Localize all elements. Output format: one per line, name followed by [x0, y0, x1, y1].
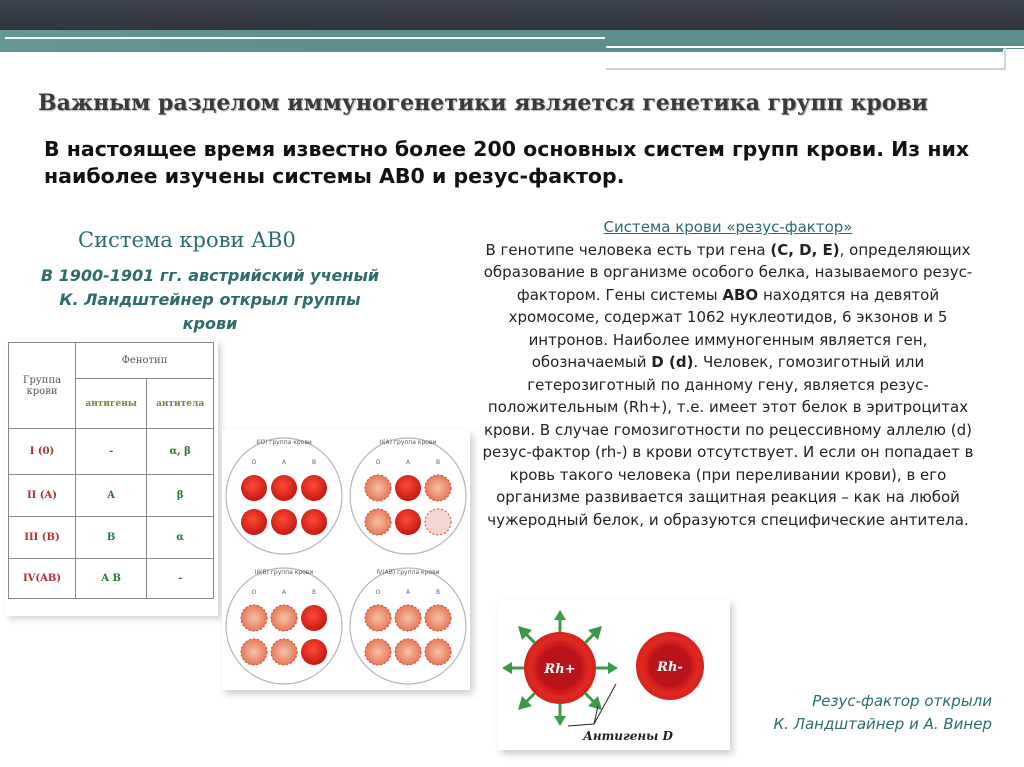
- blood-group-table: [8, 342, 214, 599]
- row-antibodies: α, β: [147, 429, 214, 475]
- abo-discovery-line3: крови: [182, 314, 238, 333]
- table-row: [9, 475, 214, 517]
- rh-section: [478, 216, 978, 531]
- plate-4-col-a: A: [405, 589, 411, 596]
- agglutinated-drop: [365, 475, 391, 501]
- row-antigens: A B: [76, 559, 147, 599]
- row-antigens: B: [76, 517, 147, 559]
- blood-drop: [271, 509, 297, 535]
- blood-drop: [271, 475, 297, 501]
- rh-text-3: находятся на девятой хромосоме, содержат 1062 нуклеотидов, 6 экзонов и 5 интронов. Наиболее иммуногенным является ген, обозначаемый: [508, 285, 948, 371]
- plate-1-col-a: A: [281, 459, 287, 466]
- agglutinated-drop: [425, 605, 451, 631]
- agglutinated-drop: [395, 639, 421, 665]
- antigens-d-label: Антигены D: [583, 729, 673, 743]
- agglutinated-drop: [425, 475, 451, 501]
- abo-heading: Система крови АВ0: [78, 228, 296, 252]
- blood-typing-plates-image: [222, 430, 470, 690]
- deco-corner: [1003, 49, 1024, 71]
- rh-text-4: . Человек, гомозиготный или гетерозиготный по данному гену, является резус-положительным (Rh+), т.е. имеет этот белок в эритроцитах крови. В случае гомозиготности по рецессивному аллелю (d) резус-фактор (rh-) в крови отсутствует. И если он попадает в кровь такого человека (при переливании крови), в его организме развивается защитная реакция – как на любой чужеродный белок, и образуются специфические антитела.: [482, 353, 974, 529]
- table-row: [9, 559, 214, 599]
- rh-illustration: [498, 600, 730, 750]
- blood-group-table-image: [6, 340, 218, 616]
- plate-3: [226, 568, 342, 684]
- plate-3-col-a: A: [281, 589, 287, 596]
- row-group: I (0): [9, 429, 76, 475]
- blood-drop: [301, 509, 327, 535]
- row-antibodies: β: [147, 475, 214, 517]
- rh-text-2: , определяющих образование в организме особого белка, называемого резус-фактором. Гены системы: [483, 240, 973, 304]
- row-antigens: -: [76, 429, 147, 475]
- plate-4-col-b: B: [435, 589, 441, 596]
- slide-title: Важным разделом иммуногенетики является генетика групп крови: [38, 90, 929, 116]
- rh-drawing: [498, 600, 730, 750]
- table-row: [9, 517, 214, 559]
- plate-1-title: I(O) группа крови: [256, 439, 312, 446]
- plate-2: [350, 438, 466, 554]
- plate-2-col-b: B: [435, 459, 441, 466]
- row-group: II (A): [9, 475, 76, 517]
- plate-2-col-a: A: [405, 459, 411, 466]
- blood-drop: [241, 509, 267, 535]
- plate-4-title: IV(AB) группа крови: [376, 569, 440, 576]
- table-row: [9, 429, 214, 475]
- plate-1-col-o: O: [251, 459, 257, 466]
- agglutinated-drop: [271, 605, 297, 631]
- row-group: III (B): [9, 517, 76, 559]
- rh-credit-line1: Резус-фактор открыли: [812, 692, 992, 710]
- teal-band-highlight: [0, 30, 380, 52]
- rh-negative-cell: [636, 632, 704, 700]
- plate-4-col-o: O: [375, 589, 381, 596]
- rh-credit: [740, 690, 992, 736]
- plate-2-title: II(A) группа крови: [379, 439, 437, 446]
- rh-abo: ABO: [722, 285, 759, 304]
- group-header-line2: крови: [26, 385, 58, 397]
- deco-line-1: [5, 37, 605, 39]
- rh-negative-label: Rh-: [657, 660, 683, 675]
- plate-1: [226, 438, 342, 554]
- agglutinated-drop: [425, 509, 451, 535]
- plate-2-col-o: O: [375, 459, 381, 466]
- blood-drop: [301, 475, 327, 501]
- abo-discovery-text: [20, 264, 400, 336]
- deco-line-2: [606, 46, 1024, 48]
- agglutinated-drop: [425, 639, 451, 665]
- rh-text-1: В генотипе человека есть три гена: [485, 240, 771, 259]
- top-dark-bar: [0, 0, 1024, 30]
- deco-shadow-edge: [1004, 48, 1006, 70]
- blood-drop: [301, 639, 327, 665]
- blood-drop: [301, 605, 327, 631]
- group-header: [9, 343, 76, 429]
- slide-intro: В настоящее время известно более 200 основных систем групп крови. Из них наиболее изучены системы АВ0 и резус-фактор.: [44, 137, 970, 188]
- agglutinated-drop: [365, 639, 391, 665]
- agglutinated-drop: [241, 605, 267, 631]
- plates-drawing: [222, 430, 470, 690]
- row-antigens: A: [76, 475, 147, 517]
- plate-1-col-b: B: [311, 459, 317, 466]
- row-antibodies: α: [147, 517, 214, 559]
- rh-d-gene: D (d): [651, 353, 694, 371]
- rh-credit-line2: К. Ландштайнер и А. Винер: [773, 715, 992, 733]
- agglutinated-drop: [241, 639, 267, 665]
- plate-4: [350, 568, 466, 684]
- agglutinated-drop: [395, 605, 421, 631]
- blood-drop: [241, 475, 267, 501]
- blood-drop: [395, 475, 421, 501]
- blood-drop: [395, 509, 421, 535]
- rh-title: Система крови «резус-фактор»: [603, 218, 853, 236]
- plate-3-title: III(B) группа крови: [254, 569, 314, 576]
- abo-discovery-line1: В 1900-1901 гг. австрийский ученый: [40, 266, 380, 285]
- agglutinated-drop: [365, 605, 391, 631]
- agglutinated-drop: [365, 509, 391, 535]
- row-group: IV(AB): [9, 559, 76, 599]
- phenotype-header: Фенотип: [76, 343, 214, 379]
- rh-positive-label: Rh+: [544, 662, 576, 677]
- plate-3-col-o: O: [251, 589, 257, 596]
- group-header-line1: Группа: [22, 374, 62, 386]
- agglutinated-drop: [271, 639, 297, 665]
- rh-positive-cell: [502, 610, 618, 726]
- row-antibodies: -: [147, 559, 214, 599]
- abo-discovery-line2: К. Ландштейнер открыл группы: [59, 290, 361, 309]
- antigens-header: антигены: [76, 379, 147, 429]
- deco-shadow-line: [606, 68, 1006, 70]
- rh-genes: (C, D, E): [770, 240, 840, 259]
- plate-3-col-b: B: [311, 589, 317, 596]
- antibodies-header: антитела: [147, 379, 214, 429]
